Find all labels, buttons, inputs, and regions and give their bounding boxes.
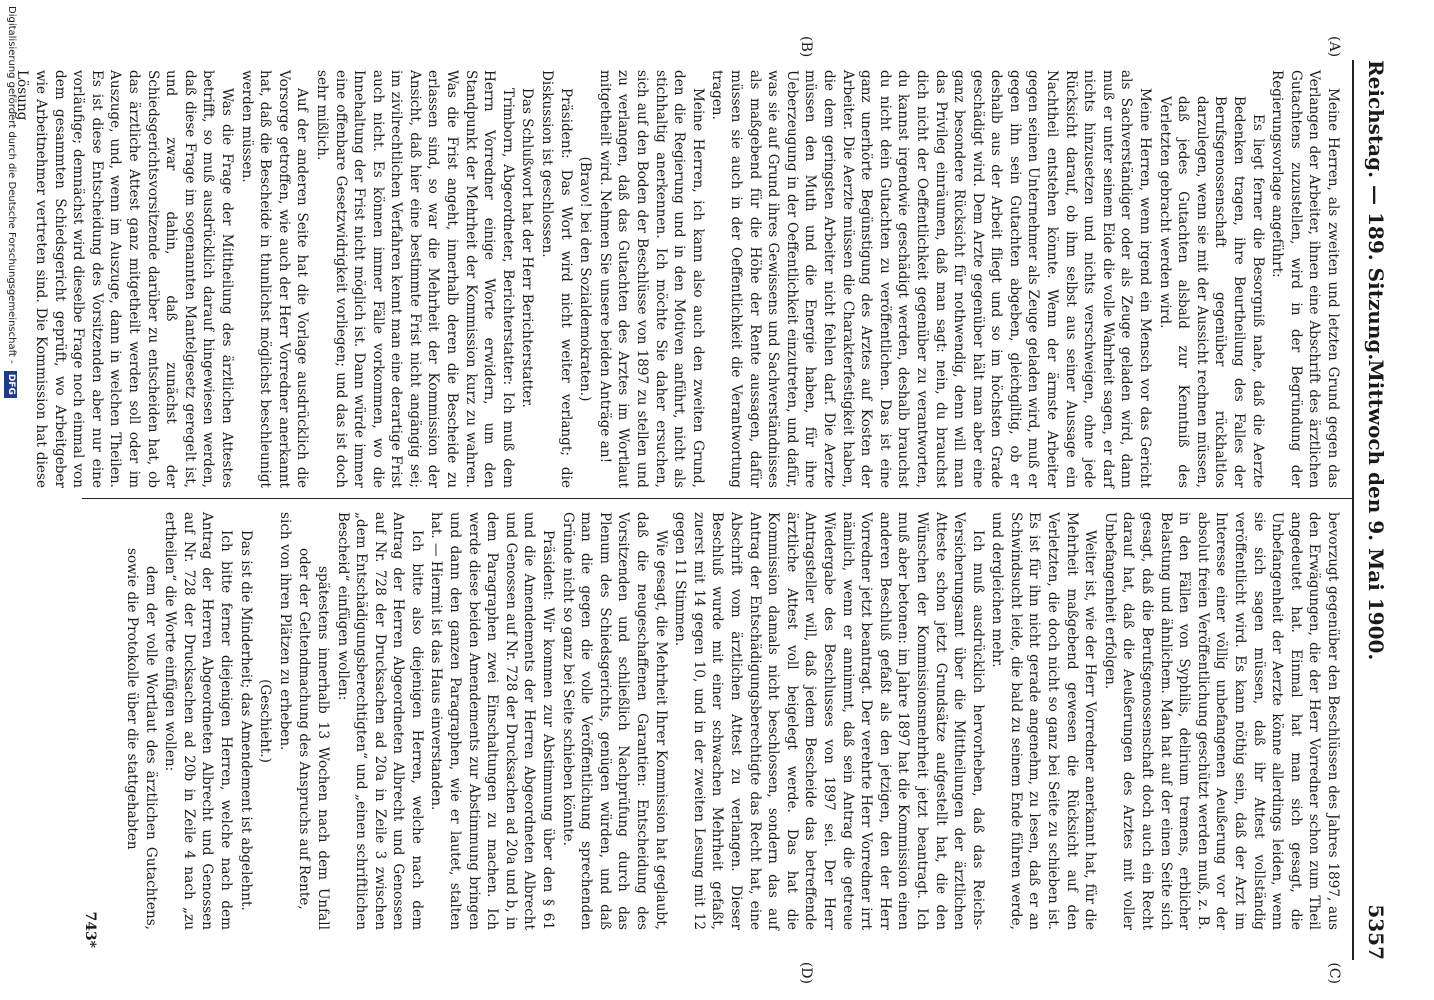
right-column-paragraph: bevorzugt gegenüber den Beschlüssen des Jahres 1897, aus den Erwägungen, die der Herr Vorredner schon zum Theil angedeutet hat. Einmal hat man sich gesagt, die Unbefangenheit der Aerzte könne allerdings leiden, wenn sie sich sagen müssen, daß ihr Attest vollständig veröffentlicht wird. Es kann nöthig sein, daß der Arzt im Interesse einer völlig unbefangenen Aeußerung vor der absolut freien Veröffentlichung geschützt werden muß, z. B. in den Fällen von Syphilis, delirium tremens, erblicher Belastung und ähnlichem. Man hat auf der einen Seite sich gesagt, daß die Berufsgenossenschaft doch auch ein Recht darauf hat, daß die Aeußerungen des Arztes mit voller Unbefangenheit erfolgen. (1101, 512, 1341, 930)
column-rule (82, 498, 1352, 499)
signature-mark: 743* (82, 911, 98, 948)
header-left: Reichstag. — 189. Sitzung. (1364, 60, 1388, 361)
right-column-paragraph: Ich muß ausdrücklich hervorheben, daß das Reichs-Versicherungsamt über die Mittheilungen der ärztlichen Atteste schon jetzt Grundsätze aufgestellt hat, die den Wünschen der Kommissionsmehrheit jetzt beantragt. Ich muß aber betonen: im Jahre 1897 hat die Kommission einen anderen Beschluß gefaßt als den jetzigen, den der Herr Vorredner jetzt beantragt. Der verehrte Herr Vorredner irrt nämlich, wenn er annimmt, daß sein Antrag die getreue Wiedergabe des Beschlusses von 1897 sei. Der Herr Antragsteller will, daß jedem Bescheide das betreffende ärztliche Attest voll beigelegt werde. Das hat die Kommission damals nicht beschlossen, sondern das auf Antrag der Entschädigungsberechtigte das Recht hat, eine Abschrift vom ärztlichen Attest zu verlangen. Dieser Beschluß wurde mit einer schwachen Mehrheit gefaßt, zuerst mit 14 gegen 10, und in der zweiten Lesung mit 12 gegen 11 Stimmen. (672, 512, 986, 930)
digitization-footer (0, 0, 22, 1000)
right-column-paragraph: Ich bitte also diejenigen Herren, welche nach dem Antrag der Herren Abgeordneten Albrecht und Genossen auf Nr. 728 der Drucksachen ad 20a in Zeile 3 zwischen „dem Entschädigungsberechtigten“ und „einen schriftlichen Bescheid“ einfügen wollen: (334, 512, 425, 930)
footer-text: Digitalisierung gefördert durch die Deutsche Forschungsgemeinschaft - (6, 6, 17, 364)
right-column-paragraph: dem der volle Wortlaut des ärztlichen Gutachtens, sowie die Protokolle über die stattgehabten (124, 548, 159, 930)
right-column-paragraph: Wie gesagt, die Mehrheit Ihrer Kommission hat geglaubt, daß die neugeschaffenen Garantien: Entscheidung des Vorsitzenden und schließlich Nachprüfung durch das Plenum des Schiedsgerichts, genügen würden, und daß man die gegen die volle Veröffentlichung sprechenden Gründe nicht so ganz bei Seite schieben könnte. (559, 512, 669, 930)
margin-marker-a: (A) (1326, 36, 1342, 58)
left-column (14, 70, 1342, 488)
right-column-paragraph: Weiter ist, wie der Herr Vorredner anerkannt hat, für die Mehrheit maßgebend gewesen die Rücksicht auf den Verletzten, die doch nicht so ganz bei Seite zu schieben ist. Es ist für ihn nicht gerade angenehm, zu lesen, daß er an Schwindsucht leide, die bald zu seinem Ende führen werde, und dergleichen mehr. (989, 512, 1099, 930)
header-rule (1352, 60, 1354, 960)
left-column-paragraph: (Bravo! bei den Sozialdemokraten.) (577, 156, 594, 402)
margin-marker-c: (C) (1326, 962, 1342, 984)
left-column-paragraph: Meine Herren, ich kann also auch den zweiten Grund, den die Regierung und in den Motiven anführt, nicht als stichhaltig anerkennen. Ich möchte Sie daher ersuchen, sich auf den Boden der Beschlüsse von 1897 zu stellen und zu verlangen, daß das Gutachten des Arztes im Wortlaut mitgetheilt wird. Nehmen Sie unsere beiden Anträge an! (596, 70, 706, 488)
right-column-paragraph: Das ist die Minderheit; das Amendement ist abgelehnt. (237, 530, 254, 911)
left-column-paragraph: Was die Frage der Mittheilung des ärztlichen Attestes betrifft, so muß ausdrücklich darauf hingewiesen werden, daß diese Frage im sogenannten Mantelgesetz geregelt ist, und zwar dahin, daß zunächst der Schiedsgerichtsvorsitzende darüber zu entscheiden hat, ob das ärztliche Attest ganz mitgetheilt werden soll oder im Auszuge, und, wenn im Auszuge, dann in welchen Theilen. Es ist diese Entscheidung des Vorsitzenden aber nur eine vorläufige; demnächst wird dieselbe Frage noch einmal von dem gesammten Schiedsgericht geprüft, wo Arbeitgeber wie Arbeitnehmer vertreten sind. Die Kommission hat diese Lösung (14, 70, 235, 488)
page-number: 5357 (1364, 904, 1388, 960)
left-column-paragraph: Auf der anderen Seite hat die Vorlage ausdrücklich die Vorsorge getroffen, wie auch der Herr Vorredner anerkannt hat, daß die Bescheide in thunlichst möglichst beschleunigt werden müssen. (238, 70, 311, 488)
margin-marker-b: (B) (798, 36, 814, 58)
right-column-paragraph: (Geschieht.) (257, 679, 274, 763)
right-column-paragraph: Präsident: Wir kommen zur Abstimmung über den § 61 und die Amendements der Herren Abgeordneten Albrecht und Genossen auf Nr. 728 der Drucksachen ad 20a und b, in dem Paragraphen zwei Einschaltungen zu machen. Ich werde diese beiden Amendements zur Abstimmung bringen und dann den ganzen Paragraphen, wie er lautet, stalten hat. — Hiermit ist das Haus einverstanden. (428, 512, 557, 930)
left-column-paragraph: Es liegt ferner die Besorgniß nahe, daß die Aerzte Bedenken tragen, ihre Beurtheilung des Falles der Berufsgenossenschaft gegenüber rückhaltlos darzulegen, wenn sie mit der Aussicht rechnen müssen, daß jedes Gutachten alsbald zur Kenntniß des Verletzten gebracht werden wird. (1156, 96, 1266, 488)
right-column-paragraph: sich von ihren Plätzen zu erheben. (276, 512, 293, 751)
running-head (1354, 60, 1388, 960)
dfg-logo: DFG (4, 371, 17, 398)
header-date: Mittwoch den 9. Mai 1900. (1364, 359, 1388, 661)
left-column-paragraph: Präsident: Das Wort wird nicht weiter verlangt; die Diskussion ist geschlossen. (539, 70, 574, 488)
left-column-paragraph: Meine Herren, als zweiten und letzten Grund gegen das Verlangen der Arbeiter, ihnen eine Abschrift des ärztlichen Gutachtens zuzustellen, wird in der Begründung der Regierungsvorlage angeführt: (1269, 70, 1341, 488)
margin-marker-d: (D) (798, 961, 814, 984)
right-column (72, 512, 1342, 930)
left-column-paragraph: Trimborn, Abgeordneter, Berichterstatter: Ich muß dem Herrn Vorredner einige Worte erwidern, um den Standpunkt der Mehrheit der Kommission kurz zu wahren. Was die Frist angeht, innerhalb deren die Bescheide zu erlassen sind, so war die Mehrheit der Kommission der Ansicht, daß hier eine bestimmte Frist nicht angängig sei; im zivilrechtlichen Verfahren kennt man eine derartige Frist auch nicht. Es können immer Fälle vorkommen, wo die Innehaltung der Frist nicht möglich ist. Dann würde immer eine offenbare Gesetzwidrigkeit vorliegen; und das ist doch sehr mißlich. (313, 70, 516, 488)
right-column-paragraph: Ich bitte ferner diejenigen Herren, welche nach dem Antrag der Herren Abgeordneten Albrecht und Genossen auf Nr. 728 der Drucksachen ad 20b in Zeile 4 nach „zu ertheilen“ die Worte einfügen wollen: (162, 512, 234, 930)
right-column-paragraph: spätestens innerhalb 13 Wochen nach dem Unfall oder der Geltendmachung des Anspruchs auf Rente, (296, 548, 331, 930)
left-column-paragraph: Das Schlußwort hat der Herr Berichterstatter. (519, 88, 536, 408)
left-column-paragraph: Meine Herren, wenn irgend ein Mensch vor das Gericht als Sachverständiger oder als Zeuge geladen wird, dann muß er unter seinem Eide die volle Wahrheit sagen, er darf nichts hinzusetzen und nichts verschweigen, ohne jede Rücksicht darauf, ob ihm selbst aus seiner Aussage ein Nachtheil entstehen könnte. Wenn der ärmste Arbeiter gegen seinen Unternehmer als Zeuge geladen wird, muß er gegen ihn sein Gutachten abgeben, gleichgiltig, ob er deshalb aus der Arbeit fliegt und so im höchsten Grade geschädigt wird. Dem Arzte gegenüber hält man aber eine ganz besondere Rücksicht für nothwendig, denn will man das Privileg einräumen, daß man sagt: nein, du brauchst dich nicht der Oeffentlichkeit gegenüber zu verantworten, du kannst irgendwie geschädigt werden, deshalb brauchst du nicht dein Gutachten zu veröffentlichen. Das ist eine ganz unerhörte Begünstigung des Arztes auf Kosten der Arbeiter. Die Aerzte müssen die Charakterfestigkeit haben, die dem geringsten Arbeiter nicht fehlen darf. Die Aerzte müssen den Muth und die Energie haben, für ihre Ueberzeugung in der Oeffentlichkeit einzutreten, und dafür, was sie auf Grund ihres Gewissens und Sachverständnisses als maßgebend für die Höhe der Rente aussagen, dafür müssen sie auch in der Oeffentlichkeit die Verantwortung tragen. (709, 70, 1154, 488)
